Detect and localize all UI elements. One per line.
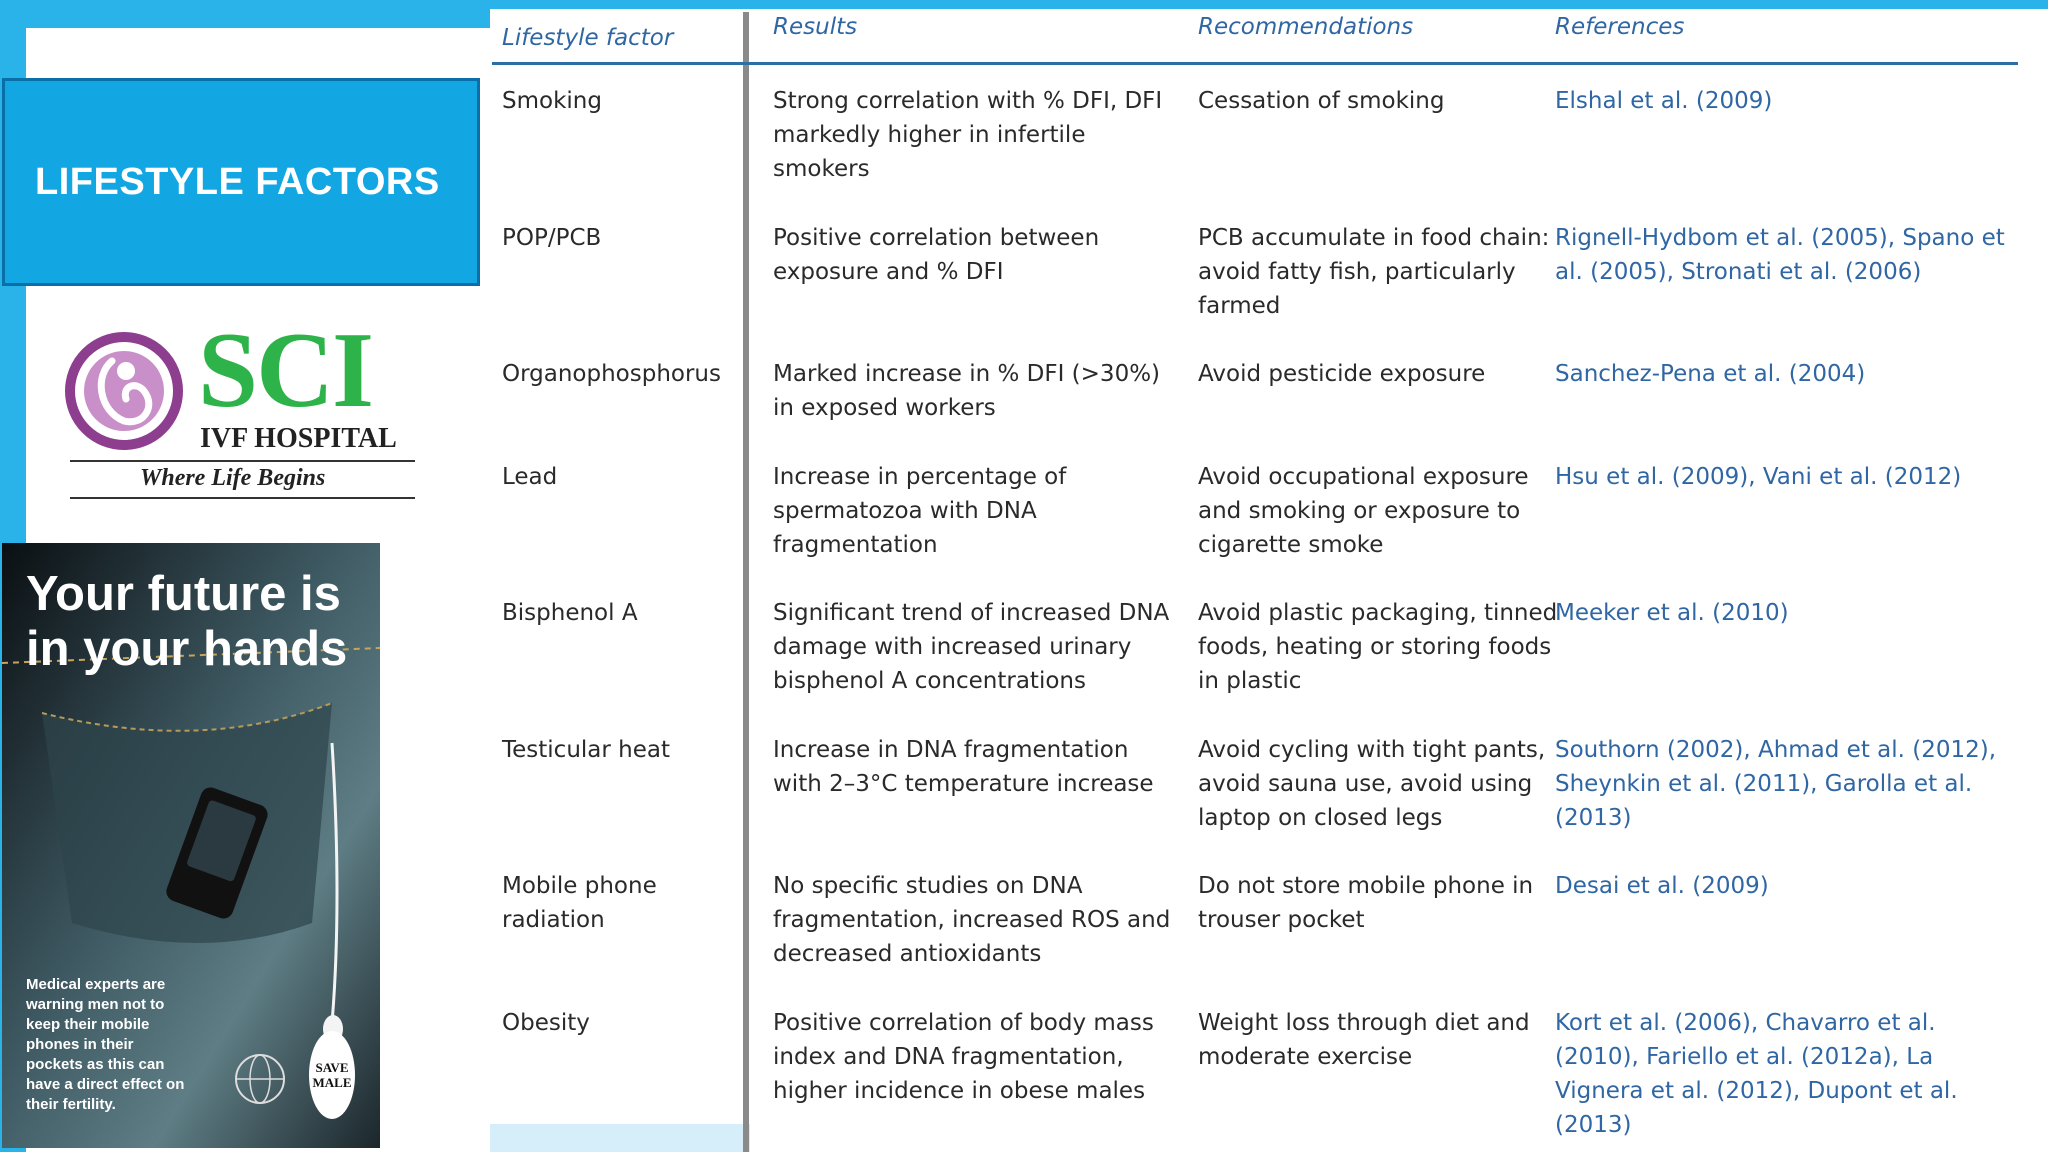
lifestyle-factors-table — [492, 12, 2018, 1152]
header-lifestyle-factor: Lifestyle factor — [502, 25, 674, 51]
cell-factor: Testicular heat — [502, 737, 670, 763]
cell-references: Rignell-Hydbom et al. (2005), Spano et al. (2005), Stronati et al. (2006) — [1555, 225, 2005, 285]
cell-results: Significant trend of increased DNA damage with increased urinary bisphenol A concentrations — [773, 600, 1170, 694]
cell-results: No specific studies on DNA fragmentation, increased ROS and decreased antioxidants — [773, 873, 1171, 967]
cell-references: Hsu et al. (2009), Vani et al. (2012) — [1555, 464, 1962, 490]
cell-recommendation: Weight loss through diet and moderate exercise — [1198, 1010, 1530, 1070]
cell-references: Sanchez-Pena et al. (2004) — [1555, 361, 1866, 387]
globe-emblem-icon — [232, 1051, 288, 1107]
cell-references: Desai et al. (2009) — [1555, 873, 1769, 899]
cell-recommendation: Avoid occupational exposure and smoking or exposure to cigarette smoke — [1198, 464, 1529, 558]
logo-tagline: Where Life Begins — [140, 465, 326, 491]
cell-factor: Obesity — [502, 1010, 590, 1036]
save-male-badge: SAVE MALE — [309, 1031, 355, 1119]
cell-factor: POP/PCB — [502, 225, 602, 251]
logo-underline — [70, 497, 415, 499]
header-references: References — [1555, 14, 1685, 40]
cell-results: Strong correlation with % DFI, DFI markedly higher in infertile smokers — [773, 88, 1163, 182]
cell-factor: Lead — [502, 464, 558, 490]
cell-factor: Mobile phone radiation — [502, 873, 657, 933]
column-divider — [743, 12, 749, 1152]
cell-results: Positive correlation between exposure and % DFI — [773, 225, 1100, 285]
cell-factor: Bisphenol A — [502, 600, 638, 626]
cell-recommendation: Do not store mobile phone in trouser pocket — [1198, 873, 1534, 933]
cell-references: Southorn (2002), Ahmad et al. (2012), Sheynkin et al. (2011), Garolla et al. (2013) — [1555, 737, 1997, 831]
cell-factor: Organophosphorus — [502, 361, 721, 387]
cell-recommendation: Avoid pesticide exposure — [1198, 361, 1486, 387]
poster-headline: Your future is in your hands — [26, 567, 348, 676]
cell-recommendation: Cessation of smoking — [1198, 88, 1445, 114]
cell-results: Increase in DNA fragmentation with 2–3°C temperature increase — [773, 737, 1154, 797]
cell-recommendation: Avoid cycling with tight pants, avoid sauna use, avoid using laptop on closed legs — [1198, 737, 1546, 831]
header-rule — [492, 62, 2018, 65]
cell-references: Kort et al. (2006), Chavarro et al. (2010), Fariello et al. (2012a), La Vignera et al. (2012), Dupont et al. (2013) — [1555, 1010, 1958, 1138]
header-results: Results — [773, 14, 858, 40]
logo-emblem-icon — [64, 331, 184, 451]
slide-title: LIFESTYLE FACTORS — [35, 160, 440, 203]
cell-references: Elshal et al. (2009) — [1555, 88, 1773, 114]
cell-results: Marked increase in % DFI (>30%) in exposed workers — [773, 361, 1161, 421]
cell-recommendation: Avoid plastic packaging, tinned foods, heating or storing foods in plastic — [1198, 600, 1558, 694]
cell-results: Positive correlation of body mass index and DNA fragmentation, higher incidence in obese males — [773, 1010, 1154, 1104]
logo-name: SCI — [198, 311, 373, 430]
hospital-logo — [60, 311, 420, 505]
cell-references: Meeker et al. (2010) — [1555, 600, 1789, 626]
title-box — [2, 78, 480, 286]
cell-factor: Smoking — [502, 88, 602, 114]
logo-subtitle: IVF HOSPITAL — [200, 423, 397, 454]
awareness-poster — [2, 543, 380, 1148]
cell-recommendation: PCB accumulate in food chain: avoid fatty fish, particularly farmed — [1198, 225, 1550, 319]
header-recommendations: Recommendations — [1198, 14, 1414, 40]
logo-divider — [70, 460, 415, 462]
top-accent-bar — [0, 0, 2048, 9]
poster-caption: Medical experts are warning men not to keep their mobile phones in their pockets as this can have a direct effect on their fertility. — [26, 976, 185, 1113]
cell-results: Increase in percentage of spermatozoa with DNA fragmentation — [773, 464, 1067, 558]
